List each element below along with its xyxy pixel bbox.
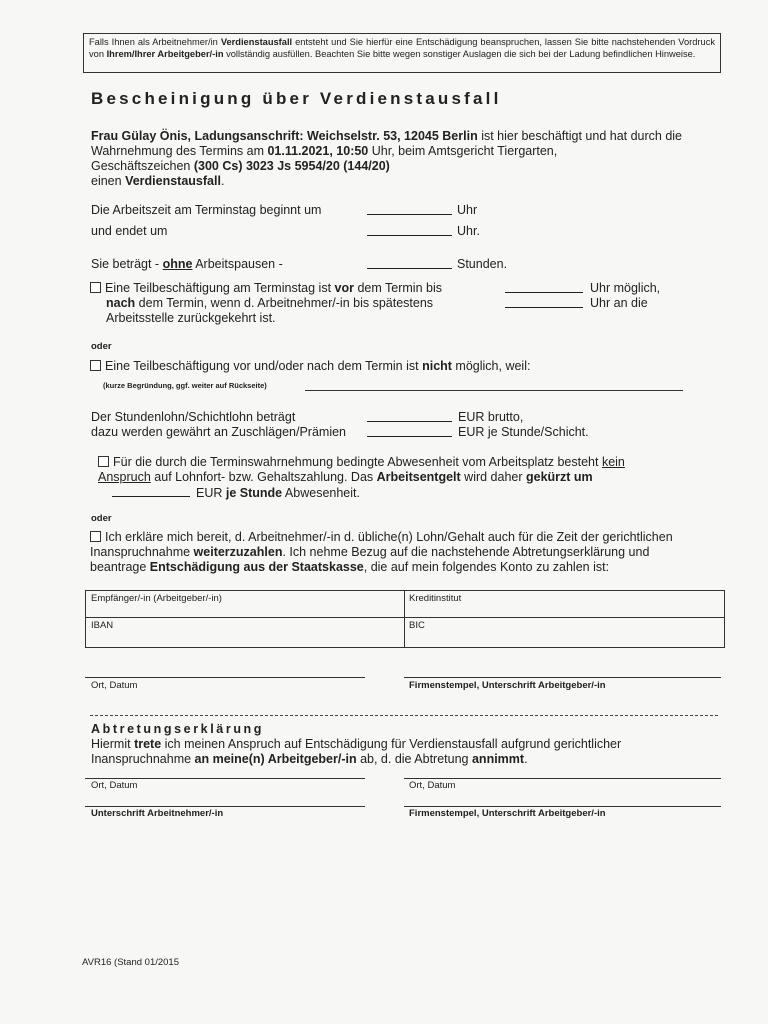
no-pay-wage: Arbeitsentgelt [376,470,461,484]
assignment-to-employer: an meine(n) Arbeitgeber/-in [194,752,357,766]
recipient-label: Empfänger/-in (Arbeitgeber/-in) [91,593,222,604]
no-pay-eur: EUR [196,486,226,500]
notice-bold-2: Ihrem/Ihrer Arbeitgeber/-in [106,49,224,59]
partial-until-field[interactable] [505,281,583,293]
worktime-duration-label [91,257,283,271]
intro-text-3: einen [91,174,126,188]
partial-employment-text [90,281,490,326]
appointment-date: 01.11.2021, 10:50 [267,144,369,158]
worktime-duration-field[interactable] [367,257,452,269]
no-pay-c: auf Lohnfort- bzw. Gehaltszahlung. Das [150,470,377,484]
no-partial-text [90,359,530,373]
reason-hint: (kurze Begründung, ggf. weiter auf Rückseite) [103,381,267,390]
duration-text-a: Sie beträgt - [91,257,163,271]
no-pay-no-claim: kein Anspruch [98,455,625,484]
no-pay-reduced: gekürzt um [526,470,593,484]
assignment-assign: trete [134,737,162,751]
worktime-begin-unit: Uhr [457,203,478,217]
partial-text-1a: Eine Teilbeschäftigung am Terminstag ist [105,281,335,295]
place-date-label-1: Ort, Datum [91,680,138,691]
institute-label: Kreditinstitut [409,593,462,604]
loss-label: Verdienstausfall [125,174,221,188]
worktime-end-unit: Uhr. [457,224,480,238]
section-divider [90,715,718,716]
continue-pay-text [90,530,702,575]
place-date-line-3[interactable] [404,778,721,779]
continue-pay-checkbox[interactable] [90,531,101,542]
reference-number: (300 Cs) 3023 Js 5954/20 (144/20) [193,159,390,173]
employer-stamp-label-2: Firmenstempel, Unterschrift Arbeitgeber/-in [409,808,606,819]
partial-employment-checkbox[interactable] [90,282,101,293]
no-pay-a: Für die durch die Terminswahrnehmung bedingte Abwesenheit vom Arbeitsplatz besteht [113,455,602,469]
partial-return-field[interactable] [505,296,583,308]
intro-text-1: ist hier beschäftigt und hat durch die Wahrnehmung des Termins am [91,129,683,158]
notice-text-1: Falls Ihnen als Arbeitnehmer/in [89,37,221,47]
partial-after: nach [106,296,136,310]
reduction-amount-field[interactable] [112,485,190,497]
partial-until-unit: Uhr möglich, [590,281,661,295]
worktime-begin-label: Die Arbeitszeit am Terminstag beginnt um [91,203,322,217]
employee-signature-label: Unterschrift Arbeitnehmer/-in [91,808,224,819]
employee-name-address: Frau Gülay Önis, Ladungsanschrift: Weichselstr. 53, 12045 Berlin [91,129,478,143]
notice-box [83,33,721,73]
no-partial-a: Eine Teilbeschäftigung vor und/oder nach dem Termin ist [105,359,423,373]
partial-return-unit: Uhr an die [590,296,648,310]
partial-text-1c: dem Termin bis [353,281,442,295]
place-date-line-2[interactable] [85,778,365,779]
no-partial-not: nicht [422,359,452,373]
assignment-a: Hiermit [91,737,135,751]
partial-text-3: Arbeitsstelle zurückgekehrt ist. [106,311,276,325]
employer-signature-line-2[interactable] [404,806,721,807]
hourly-wage-unit: EUR brutto, [458,410,524,424]
worktime-duration-unit: Stunden. [457,257,508,271]
hourly-wage-field[interactable] [367,410,452,422]
duration-without: ohne [162,257,193,271]
assignment-accepts: annimmt [471,752,525,766]
no-pay-i: Abwesenheit. [282,486,360,500]
continue-pay-compensation: Entschädigung aus der Staatskasse [149,560,364,574]
or-divider-1: oder [91,341,112,352]
continue-pay-a: Ich erkläre mich bereit, d. Arbeitnehmer/-in d. übliche(n) Lohn/Gehalt auch für die Zeit der gerichtlichen Inanspruchnahme [90,530,673,559]
bonus-field[interactable] [367,425,452,437]
no-pay-per-hour: je Stunde [225,486,283,500]
notice-text-2: entsteht und Sie hierfür eine Entschädigung beanspruchen, lassen Sie bitte nachstehenden Vordruck von [89,37,715,59]
document-title: Bescheinigung über Verdienstausfall [91,89,502,108]
assignment-e: ab, d. die Abtretung [356,752,472,766]
employer-stamp-label-1: Firmenstempel, Unterschrift Arbeitgeber/-in [409,680,606,691]
continue-pay-c: . Ich nehme Bezug auf die nachstehende Abtretungserklärung und beantrage [90,545,650,574]
wage-label-2: dazu werden gewährt an Zuschlägen/Prämien [91,425,347,439]
no-pay-e: wird daher [460,470,526,484]
reference-label: Geschäftszeichen [91,159,194,173]
worktime-end-label: und endet um [91,224,168,238]
place-date-label-2: Ort, Datum [91,780,138,791]
worktime-begin-field[interactable] [367,203,452,215]
partial-before: vor [334,281,354,295]
bic-label: BIC [409,620,425,631]
wage-labels [91,410,346,440]
employer-signature-line-1[interactable] [404,677,721,678]
assignment-g: . [524,752,528,766]
employee-signature-line[interactable] [85,806,365,807]
or-divider-2: oder [91,513,112,524]
continue-pay-e: , die auf mein folgendes Konto zu zahlen ist: [363,560,610,574]
assignment-text [91,737,661,767]
intro-text-2: Uhr, beim Amtsgericht Tiergarten, [368,144,558,158]
bonus-unit: EUR je Stunde/Schicht. [458,425,589,439]
assignment-c: ich meinen Anspruch auf Entschädigung für Verdienstausfall aufgrund gerichtlicher Inanspruchnahme [91,737,622,766]
reason-field[interactable] [305,390,683,391]
no-pay-text [98,455,658,501]
no-pay-checkbox[interactable] [98,456,109,467]
intro-text-4: . [220,174,225,188]
bank-details-table [85,590,725,648]
place-date-label-3: Ort, Datum [409,780,456,791]
duration-text-c: Arbeitspausen - [192,257,283,271]
wage-label-1: Der Stundenlohn/Schichtlohn beträgt [91,410,296,424]
intro-paragraph [91,129,721,189]
assignment-title: Abtretungserklärung [91,722,265,736]
partial-text-2b: dem Termin, wenn d. Arbeitnehmer/-in bis spätestens [135,296,434,310]
worktime-end-field[interactable] [367,224,452,236]
continue-pay-continue: weiterzuzahlen [193,545,283,559]
no-partial-c: möglich, weil: [451,359,531,373]
form-code: AVR16 (Stand 01/2015 [82,957,180,968]
notice-bold-1: Verdienstausfall [220,37,293,47]
notice-text-3: vollständig ausfüllen. Beachten Sie bitte wegen sonstiger Auslagen die sich bei der Ladung befindlichen Hinweise. [223,49,696,59]
place-date-line-1[interactable] [85,677,365,678]
iban-label: IBAN [91,620,114,631]
no-partial-checkbox[interactable] [90,360,101,371]
